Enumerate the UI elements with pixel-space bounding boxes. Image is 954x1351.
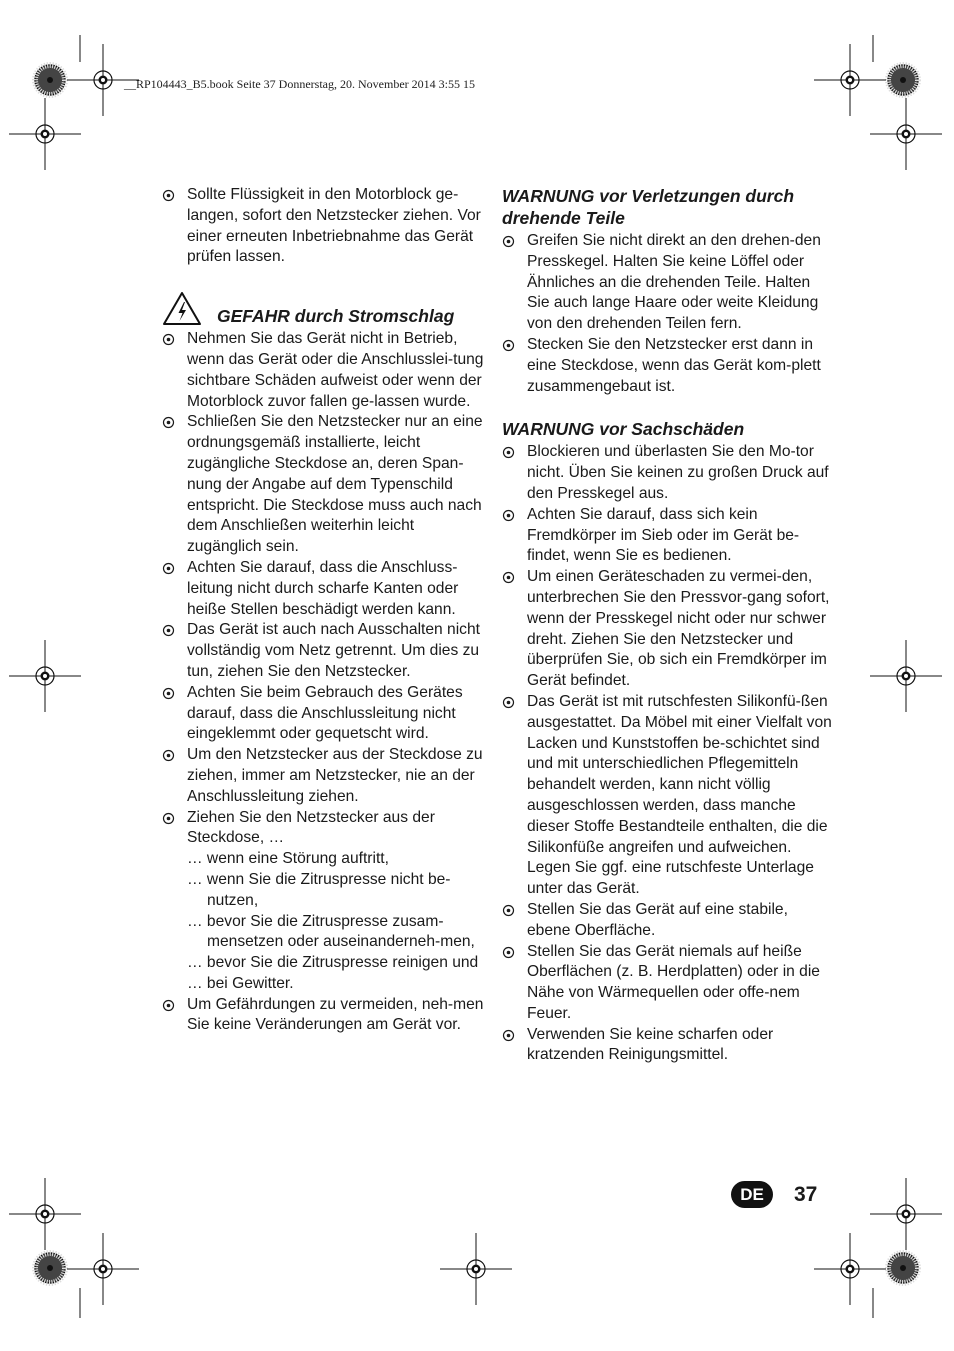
circle-bullet-icon	[162, 812, 175, 825]
list-item	[502, 900, 832, 942]
circle-bullet-icon	[502, 904, 515, 917]
sub-list-item: … bevor Sie die Zitruspresse zusam-mensetzen oder auseinanderneh-men,	[187, 912, 475, 951]
list-item	[162, 558, 486, 620]
list-item	[502, 442, 832, 504]
danger-heading: GEFAHR durch Stromschlag	[217, 306, 455, 327]
circle-bullet-icon	[162, 624, 175, 637]
list-item	[162, 329, 486, 412]
circle-bullet-icon	[502, 235, 515, 248]
list-item-text: Ziehen Sie den Netzstecker aus der Steckdose, …	[187, 808, 435, 847]
list-item	[162, 620, 486, 682]
circle-bullet-icon	[502, 696, 515, 709]
circle-bullet-icon	[502, 446, 515, 459]
circle-bullet-icon	[162, 333, 175, 346]
sub-list-item: … wenn Sie die Zitruspresse nicht be-nutzen,	[187, 870, 451, 909]
electric-hazard-warning-triangle-icon	[162, 291, 202, 326]
circle-bullet-icon	[502, 339, 515, 352]
section-heading: WARNUNG vor Sachschäden	[502, 419, 745, 440]
list-item-text: Achten Sie darauf, dass die Anschluss-leitung nicht durch scharfe Kanten oder heiße Stellen beschädigt werden kann.	[187, 558, 459, 618]
circle-bullet-icon	[162, 749, 175, 762]
list-item-text: Nehmen Sie das Gerät nicht in Betrieb, wenn das Gerät oder die Anschlusslei-tung sichtbare Schäden aufweist oder wenn der Motorblock zuvor fallen ge-lassen wurde.	[187, 330, 484, 410]
list-item-text: Das Gerät ist mit rutschfesten Silikonfü-ßen ausgestattet. Da Möbel mit einer Vielfalt von Lacken und Kunststoffen be-schichtet sind und mit unterschiedlichen Pflegemitteln behandelt werden, kann nicht völlig ausgeschlossen werden, dass manche dieser Stoffe Bestandteile enthalten, die die Silikonfüße angreifen und aufweichen. Legen Sie ggf. eine rutschfeste Unterlage unter das Gerät.	[527, 692, 832, 898]
sub-list-item: … bevor Sie die Zitruspresse reinigen und	[187, 954, 479, 972]
left-column	[162, 185, 486, 1036]
circle-bullet-icon	[162, 189, 175, 202]
page-number: 37	[794, 1182, 818, 1206]
list-item-text: Sollte Flüssigkeit in den Motorblock ge-langen, sofort den Netzstecker ziehen. Vor einer erneuten Inbetriebnahme das Gerät prüfen lassen.	[187, 186, 481, 266]
list-item-text: Achten Sie darauf, dass sich kein Fremdkörper im Sieb oder im Gerät be-findet, wenn Sie es bedienen.	[527, 505, 800, 565]
sub-list-item: … wenn eine Störung auftritt,	[187, 850, 389, 868]
list-item-text: Greifen Sie nicht direkt an den drehen-den Presskegel. Halten Sie keine Löffel oder Ähnliches an die drehenden Teile. Halten Sie auch lange Haare oder weite Kleidung von den drehenden Teilen fern.	[527, 232, 821, 333]
list-item-text: Blockieren und überlasten Sie den Mo-tor nicht. Üben Sie keinen zu großen Druck auf den Presskegel aus.	[527, 443, 829, 502]
list-item-text: Schließen Sie den Netzstecker nur an eine ordnungsgemäß installierte, leicht zugängliche Steckdose an, deren Span-nung der Angabe auf dem Typenschild entspricht. Die Steckdose muss auch nach dem Anschließen weiterhin leicht zugänglich sein.	[187, 413, 483, 556]
list-item	[162, 808, 486, 850]
list-item	[162, 995, 486, 1037]
list-item	[162, 185, 486, 268]
list-item	[162, 683, 486, 745]
print-header: __RP104443_B5.book Seite 37 Donnerstag, 20. November 2014 3:55 15	[124, 77, 475, 91]
list-item-text: Das Gerät ist auch nach Ausschalten nicht vollständig vom Netz getrennt. Um dies zu tun, ziehen Sie den Netzstecker.	[187, 621, 480, 680]
list-item	[502, 942, 832, 1025]
circle-bullet-icon	[502, 946, 515, 959]
list-item-text: Verwenden Sie keine scharfen oder kratzenden Reinigungsmittel.	[527, 1025, 774, 1064]
circle-bullet-icon	[162, 562, 175, 575]
circle-bullet-icon	[502, 571, 515, 584]
list-item-text: Um Gefährdungen zu vermeiden, neh-men Sie keine Veränderungen am Gerät vor.	[187, 995, 484, 1034]
list-item	[162, 745, 486, 807]
list-item-text: Um den Netzstecker aus der Steckdose zu ziehen, immer am Netzstecker, nie an der Anschlussleitung ziehen.	[187, 746, 483, 805]
list-item	[162, 412, 486, 558]
list-item-text: Stellen Sie das Gerät auf eine stabile, ebene Oberfläche.	[527, 900, 788, 939]
section-heading: WARNUNG vor Verletzungen durch drehende Teile	[502, 186, 795, 228]
circle-bullet-icon	[502, 509, 515, 522]
circle-bullet-icon	[162, 416, 175, 429]
list-item-text: Stellen Sie das Gerät niemals auf heiße Oberflächen (z. B. Herdplatten) oder in die Nähe von Wärmequellen oder offe-nem Feuer.	[527, 942, 820, 1022]
language-badge: DE	[731, 1181, 773, 1208]
circle-bullet-icon	[162, 999, 175, 1012]
list-item-text: Um einen Geräteschaden zu vermei-den, unterbrechen Sie den Pressvor-gang sofort, wenn der Presskegel nicht oder nur schwer dreht. Ziehen Sie den Netzstecker und überprüfen Sie, ob sich ein Fremdkörper im Gerät befindet.	[527, 568, 830, 690]
sub-list-item: … bei Gewitter.	[187, 974, 294, 992]
danger-section-header	[162, 291, 486, 326]
list-item-text: Stecken Sie den Netzstecker erst dann in eine Steckdose, wenn das Gerät kom-plett zusammengebaut ist.	[527, 335, 821, 395]
list-item	[502, 692, 832, 900]
list-item	[502, 505, 832, 567]
list-item	[502, 231, 832, 335]
circle-bullet-icon	[502, 1029, 515, 1042]
list-item-text: Achten Sie beim Gebrauch des Gerätes darauf, dass die Anschlussleitung nicht eingeklemmt oder gequetscht wird.	[187, 683, 463, 743]
circle-bullet-icon	[162, 687, 175, 700]
page-footer	[731, 1181, 817, 1208]
list-item	[502, 567, 832, 692]
right-column	[502, 185, 832, 1066]
list-item	[502, 1025, 832, 1067]
list-item	[502, 335, 832, 397]
